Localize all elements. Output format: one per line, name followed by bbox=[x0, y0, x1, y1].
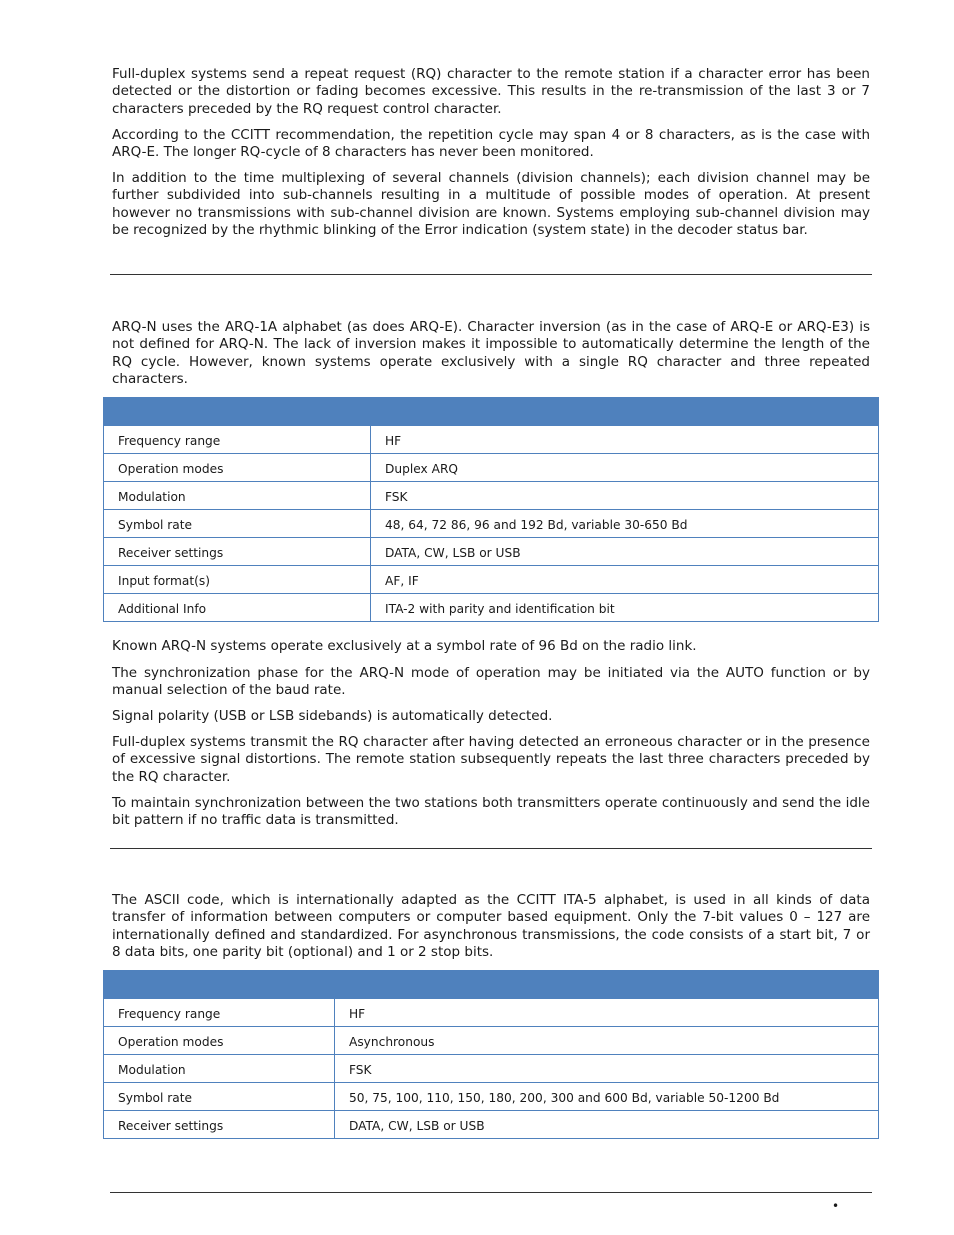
table-row bbox=[104, 566, 879, 594]
paragraph: According to the CCITT recommendation, the repetition cycle may span 4 or 8 characters, as is the case with ARQ-E. The longer RQ-cycle of 8 characters has never been monitored. bbox=[112, 127, 870, 161]
footer-divider bbox=[110, 1192, 872, 1193]
table-row bbox=[104, 510, 879, 538]
row-label: Operation modes bbox=[104, 454, 371, 482]
table-row bbox=[104, 538, 879, 566]
row-label: Symbol rate bbox=[104, 510, 371, 538]
row-label: Receiver settings bbox=[104, 1111, 335, 1139]
row-value: AF, IF bbox=[371, 566, 879, 594]
paragraph: Signal polarity (USB or LSB sidebands) is automatically detected. bbox=[112, 708, 553, 724]
row-label: Additional Info bbox=[104, 594, 371, 622]
footer-bullet: • bbox=[832, 1199, 840, 1213]
section-divider bbox=[110, 848, 872, 849]
table-row bbox=[104, 426, 879, 454]
table-header-bar bbox=[104, 398, 879, 426]
paragraph: To maintain synchronization between the two stations both transmitters operate continuously and send the idle bit pattern if no traffic data is transmitted. bbox=[112, 795, 870, 829]
row-value: DATA, CW, LSB or USB bbox=[335, 1111, 879, 1139]
arqn-intro: ARQ-N uses the ARQ-1A alphabet (as does ARQ-E). Character inversion (as in the case of ARQ-E or ARQ-E3) is not defined for ARQ-N. The lack of inversion makes it impossible to automatically determine the length of the RQ cycle. However, known systems operate exclusively with a single RQ character and three repeated characters. bbox=[112, 319, 870, 387]
row-value: ITA-2 with parity and identification bit bbox=[371, 594, 879, 622]
table-row bbox=[104, 1083, 879, 1111]
table-row bbox=[104, 482, 879, 510]
table-row bbox=[104, 454, 879, 482]
ascii-intro: The ASCII code, which is internationally adapted as the CCITT ITA-5 alphabet, is used in all kinds of data transfer of information between computers or computer based equipment. Only the 7-bit values 0 – 127 are internationally defined and standardized. For asynchronous transmissions, the code consists of a start bit, 7 or 8 data bits, one parity bit (optional) and 1 or 2 stop bits. bbox=[112, 892, 870, 960]
row-label: Receiver settings bbox=[104, 538, 371, 566]
paragraph: Known ARQ-N systems operate exclusively at a symbol rate of 96 Bd on the radio link. bbox=[112, 638, 697, 654]
table-row bbox=[104, 594, 879, 622]
row-value: FSK bbox=[371, 482, 879, 510]
ascii-parameters-table bbox=[103, 970, 879, 1139]
table-header-bar bbox=[104, 971, 879, 999]
table-row bbox=[104, 1055, 879, 1083]
paragraph: In addition to the time multiplexing of several channels (division channels); each division channel may be further subdivided into sub-channels resulting in a multitude of possible modes of operation. At present however no transmissions with sub-channel division are known. Systems employing sub-channel division may be recognized by the rhythmic blinking of the Error indication (system state) in the decoder status bar. bbox=[112, 170, 870, 238]
row-value: HF bbox=[335, 999, 879, 1027]
table-row bbox=[104, 1027, 879, 1055]
table-row bbox=[104, 1111, 879, 1139]
row-label: Modulation bbox=[104, 482, 371, 510]
row-value: Duplex ARQ bbox=[371, 454, 879, 482]
row-label: Operation modes bbox=[104, 1027, 335, 1055]
paragraph: Full-duplex systems send a repeat request (RQ) character to the remote station if a character error has been detected or the distortion or fading becomes excessive. This results in the re-transmission of the last 3 or 7 characters preceded by the RQ request control character. bbox=[112, 66, 870, 117]
row-value: 48, 64, 72 86, 96 and 192 Bd, variable 30-650 Bd bbox=[371, 510, 879, 538]
row-label: Input format(s) bbox=[104, 566, 371, 594]
row-value: FSK bbox=[335, 1055, 879, 1083]
row-value: HF bbox=[371, 426, 879, 454]
section-divider bbox=[110, 274, 872, 275]
row-label: Symbol rate bbox=[104, 1083, 335, 1111]
table-row bbox=[104, 999, 879, 1027]
row-value: Asynchronous bbox=[335, 1027, 879, 1055]
row-label: Modulation bbox=[104, 1055, 335, 1083]
arqn-parameters-table bbox=[103, 397, 879, 622]
row-label: Frequency range bbox=[104, 426, 371, 454]
paragraph: The synchronization phase for the ARQ-N mode of operation may be initiated via the AUTO function or by manual selection of the baud rate. bbox=[112, 665, 870, 699]
row-value: DATA, CW, LSB or USB bbox=[371, 538, 879, 566]
row-value: 50, 75, 100, 110, 150, 180, 200, 300 and 600 Bd, variable 50-1200 Bd bbox=[335, 1083, 879, 1111]
row-label: Frequency range bbox=[104, 999, 335, 1027]
paragraph: Full-duplex systems transmit the RQ character after having detected an erroneous character or in the presence of excessive signal distortions. The remote station subsequently repeats the last three characters preceded by the RQ character. bbox=[112, 734, 870, 785]
